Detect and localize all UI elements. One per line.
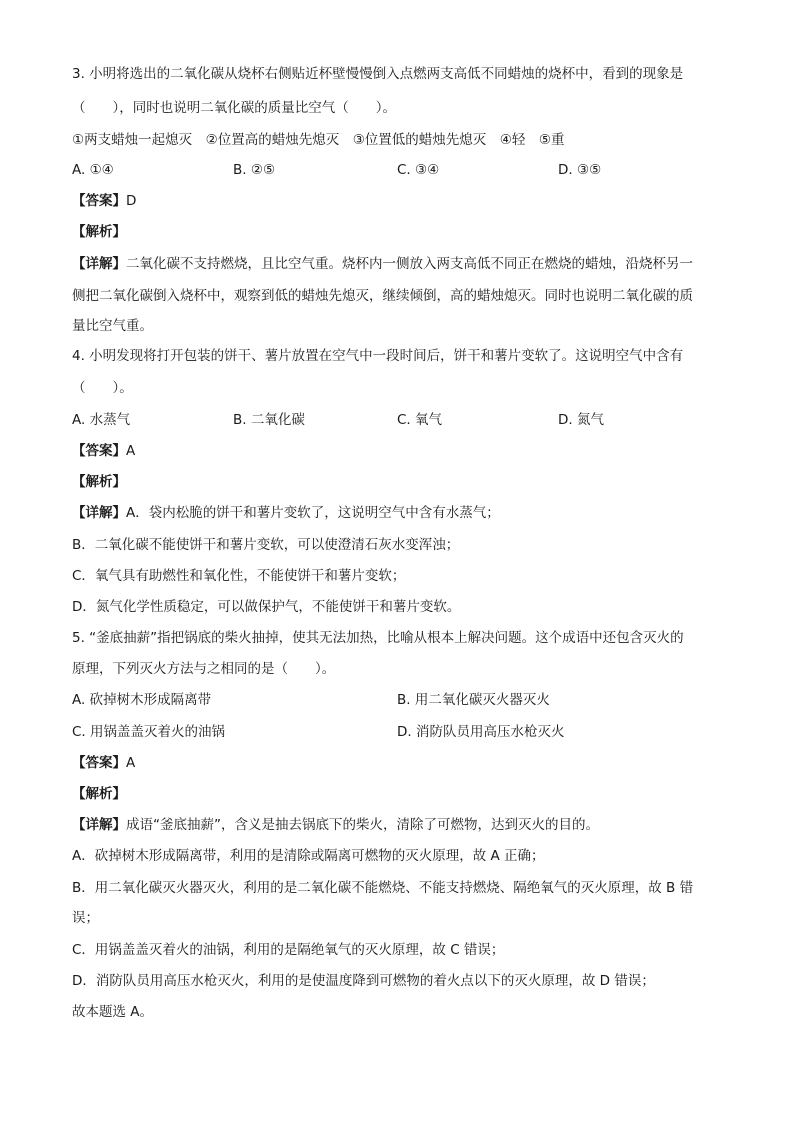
q5-detail-line1 xyxy=(72,815,722,835)
q5-detail-line5: C．用锅盖盖灭着火的油锅，利用的是隔绝氧气的灭火原理，故 C 错误； xyxy=(72,942,505,958)
answer-value: D xyxy=(126,193,137,209)
q3-option-d: D. ③⑤ xyxy=(558,162,602,178)
q5-analysis-tag xyxy=(72,784,722,804)
detail-tag: 【详解】 xyxy=(72,256,126,272)
q3-stem-line2: （ ），同时也说明二氧化碳的质量比空气（ ）。 xyxy=(72,100,396,116)
q5-detail-line3: B．用二氧化碳灭火器灭火，利用的是二氧化碳不能燃烧、不能支持燃烧、隔绝氧气的灭火原理，故 B 错 xyxy=(72,880,694,896)
answer-tag: 【答案】 xyxy=(72,443,126,459)
analysis-tag: 【解析】 xyxy=(72,786,126,802)
q5-detail-line7: 故本题选 A。 xyxy=(72,1004,154,1020)
q4-answer xyxy=(72,441,722,461)
q4-detail-line4: D．氮气化学性质稳定，可以做保护气，不能使饼干和薯片变软。 xyxy=(72,599,461,615)
q3-option-a: A. ①④ xyxy=(72,162,114,178)
analysis-tag: 【解析】 xyxy=(72,224,126,240)
q5-option-c: C. 用锅盖盖灭着火的油锅 xyxy=(72,724,226,740)
answer-value: A xyxy=(126,443,136,459)
q4-detail-line3: C．氧气具有助燃性和氧化性，不能使饼干和薯片变软； xyxy=(72,568,406,584)
q5-detail-line2: A．砍掉树木形成隔离带，利用的是清除或隔离可燃物的灭火原理，故 A 正确； xyxy=(72,848,545,864)
q3-stem-line1: 3. 小明将选出的二氧化碳从烧杯右侧贴近杯壁慢慢倒入点燃两支高低不同蜡烛的烧杯中，看到的现象是 xyxy=(72,66,684,82)
answer-tag: 【答案】 xyxy=(72,193,126,209)
q4-analysis-tag xyxy=(72,472,722,492)
q3-statements: ①两支蜡烛一起熄灭 ②位置高的蜡烛先熄灭 ③位置低的蜡烛先熄灭 ④轻 ⑤重 xyxy=(72,132,565,148)
q4-option-c: C. 氧气 xyxy=(397,412,443,428)
q5-option-a: A. 砍掉树木形成隔离带 xyxy=(72,692,212,708)
q4-stem-line2: （ ）。 xyxy=(72,380,133,396)
detail-tag: 【详解】 xyxy=(72,817,126,833)
answer-tag: 【答案】 xyxy=(72,755,126,771)
answer-value: A xyxy=(126,755,136,771)
q4-option-d: D. 氮气 xyxy=(558,412,604,428)
q5-detail-line4: 误； xyxy=(72,910,99,926)
q5-detail-line6: D．消防队员用高压水枪灭火，利用的是使温度降到可燃物的着火点以下的灭火原理，故 D 错误； xyxy=(72,973,655,989)
detail-text: A．袋内松脆的饼干和薯片变软了，这说明空气中含有水蒸气； xyxy=(126,505,500,521)
q5-answer xyxy=(72,753,722,773)
q5-stem-line2: 原理，下列灭火方法与之相同的是（ ）。 xyxy=(72,661,336,677)
q4-option-a: A. 水蒸气 xyxy=(72,412,131,428)
q3-analysis-tag xyxy=(72,222,722,242)
detail-text: 二氧化碳不支持燃烧，且比空气重。烧杯内一侧放入两支高低不同正在燃烧的蜡烛，沿烧杯另一 xyxy=(126,256,693,272)
analysis-tag: 【解析】 xyxy=(72,474,126,490)
q3-detail-line3: 量比空气重。 xyxy=(72,318,153,334)
q3-answer xyxy=(72,191,722,211)
q4-detail-line1 xyxy=(72,503,722,523)
q5-stem-line1: 5. “釜底抽薪”指把锅底的柴火抽掉，使其无法加热，比喻从根本上解决问题。这个成语中还包含灭火的 xyxy=(72,630,684,646)
detail-text: 成语“釜底抽薪”，含义是抽去锅底下的柴火，清除了可燃物，达到灭火的目的。 xyxy=(126,817,599,833)
q3-detail-line1 xyxy=(72,254,722,274)
detail-tag: 【详解】 xyxy=(72,505,126,521)
q3-option-c: C. ③④ xyxy=(397,162,440,178)
q4-detail-line2: B．二氧化碳不能使饼干和薯片变软，可以使澄清石灰水变浑浊； xyxy=(72,537,460,553)
q4-option-b: B. 二氧化碳 xyxy=(233,412,305,428)
q3-detail-line2: 侧把二氧化碳倒入烧杯中，观察到低的蜡烛先熄灭，继续倾倒，高的蜡烛熄灭。同时也说明二氧化碳的质 xyxy=(72,288,693,304)
q3-option-b: B. ②⑤ xyxy=(233,162,276,178)
q5-option-b: B. 用二氧化碳灭火器灭火 xyxy=(397,692,550,708)
q5-option-d: D. 消防队员用高压水枪灭火 xyxy=(397,724,565,740)
q4-stem-line1: 4. 小明发现将打开包装的饼干、薯片放置在空气中一段时间后，饼干和薯片变软了。这说明空气中含有 xyxy=(72,348,684,364)
